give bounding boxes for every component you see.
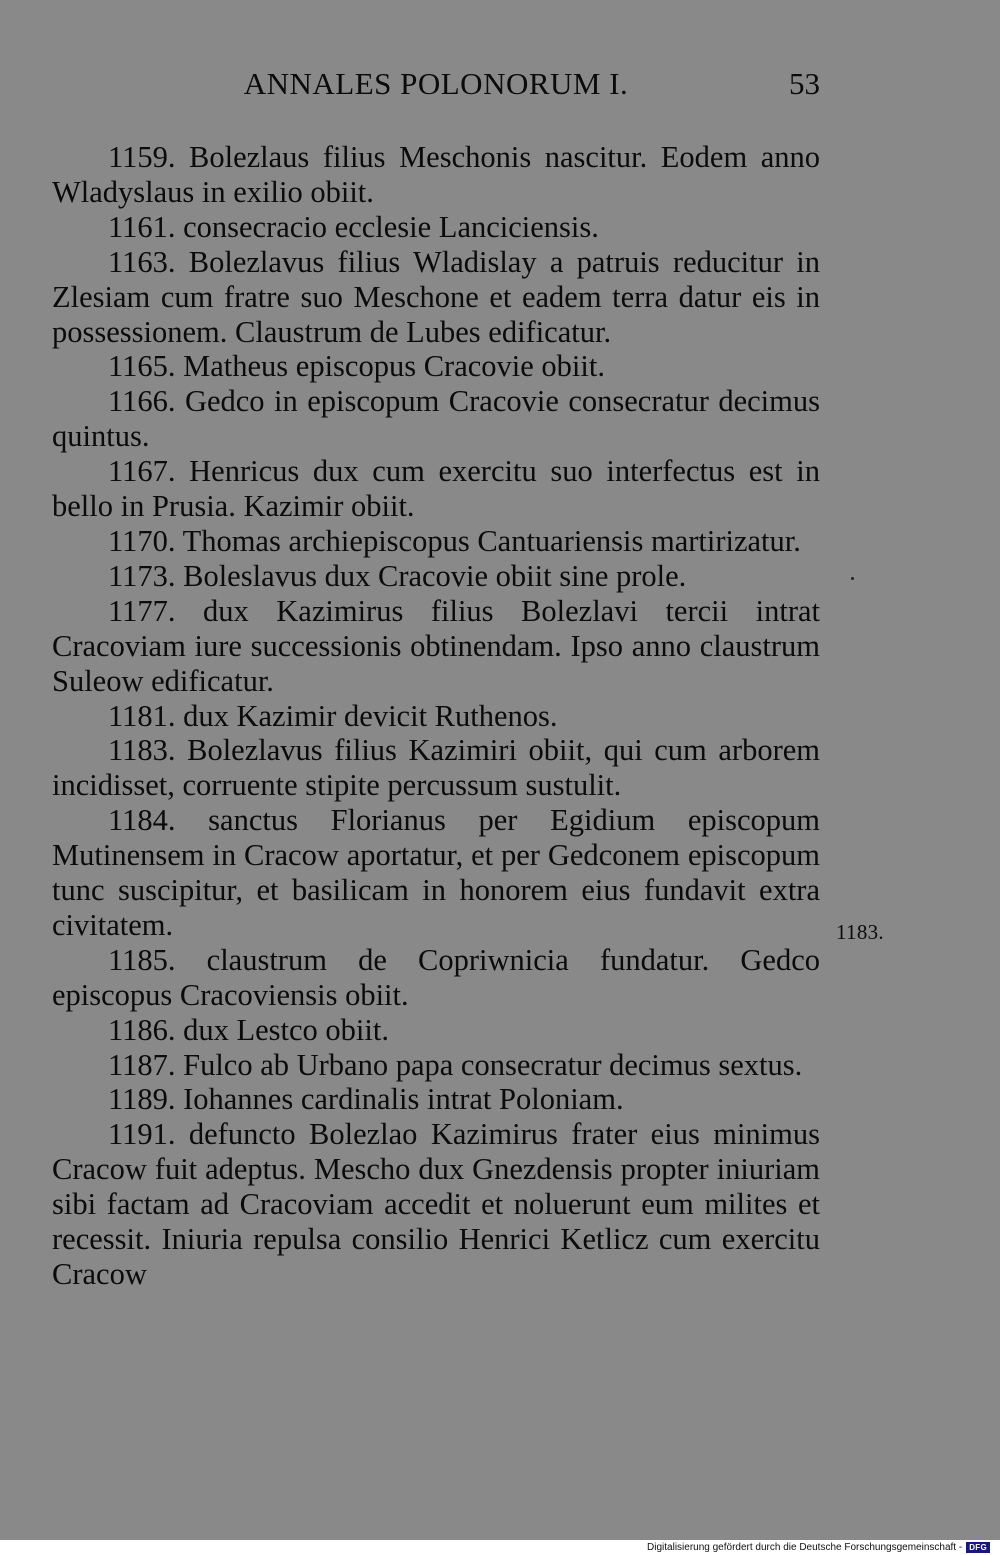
entry-1165: 1165. Matheus episcopus Cracovie obiit.	[108, 349, 605, 384]
page-header	[52, 66, 820, 110]
entry-1161: 1161. consecracio ecclesie Lanciciensis.	[108, 209, 599, 244]
entry-1184: 1184. sanctus Florianus per Egidium episcopum Mutinensem in Cracow aportatur, et per Gedconem episcopum tunc suscipitur, et basilicam in honorem eius fundavit extra civitatem.	[52, 803, 820, 942]
digitization-footer	[647, 1540, 990, 1555]
entry-1187: 1187. Fulco ab Urbano papa consecratur decimus sextus.	[108, 1047, 803, 1082]
running-title: ANNALES POLONORUM I.	[243, 66, 629, 101]
page-number: 53	[789, 66, 820, 101]
entry-1159: 1159. Bolezlaus filius Meschonis nascitur. Eodem anno Wladyslaus in exilio obiit.	[52, 140, 820, 209]
entry-1163: 1163. Bolezlavus filius Wladislay a patruis reducitur in Zlesiam cum fratre suo Meschone et eadem terra datur eis in possessionem. Claustrum de Lubes edificatur.	[52, 244, 820, 349]
entry-1173: 1173. Boleslavus dux Cracovie obiit sine prole.	[108, 558, 687, 593]
entry-1183: 1183. Bolezlavus filius Kazimiri obiit, qui cum arborem incidisset, corruente stipite percussum sustulit.	[52, 733, 820, 803]
entry-1185: 1185. claustrum de Copriwnicia fundatur. Gedco episcopus Cracoviensis obiit.	[52, 942, 820, 1012]
dfg-logo-icon: DFG	[966, 1542, 990, 1553]
entry-1181: 1181. dux Kazimir devicit Ruthenos.	[108, 698, 558, 733]
entry-1191: 1191. defuncto Bolezlao Kazimirus frater eius minimus Cracow fuit adeptus. Mescho dux Gnezdensis propter iniuriam sibi factam ad Cracoviam accedit et noluerunt eum milites et recessit. Iniuria repulsa consilio Henrici Ketlicz cum exercitu Cracow	[52, 1117, 820, 1291]
entry-1167: 1167. Henricus dux cum exercitu suo interfectus est in bello in Prusia. Kazimir obiit.	[52, 454, 820, 524]
margin-note: 1183.	[836, 920, 884, 944]
annals-text	[52, 140, 820, 1292]
entry-1189: 1189. Iohannes cardinalis intrat Poloniam.	[108, 1082, 624, 1117]
footer-credit: Digitalisierung gefördert durch die Deutsche Forschungsgemeinschaft -	[647, 1542, 963, 1553]
scan-speck	[851, 577, 854, 580]
entry-1177: 1177. dux Kazimirus filius Bolezlavi tercii intrat Cracoviam iure successionis obtinendam. Ipso anno claustrum Suleow edificatur.	[52, 593, 820, 698]
entry-1166: 1166. Gedco in episcopum Cracovie consecratur decimus quintus.	[52, 384, 820, 454]
entry-1170: 1170. Thomas archiepiscopus Cantuariensis martirizatur.	[108, 523, 801, 558]
entry-1186: 1186. dux Lestco obiit.	[108, 1012, 389, 1047]
